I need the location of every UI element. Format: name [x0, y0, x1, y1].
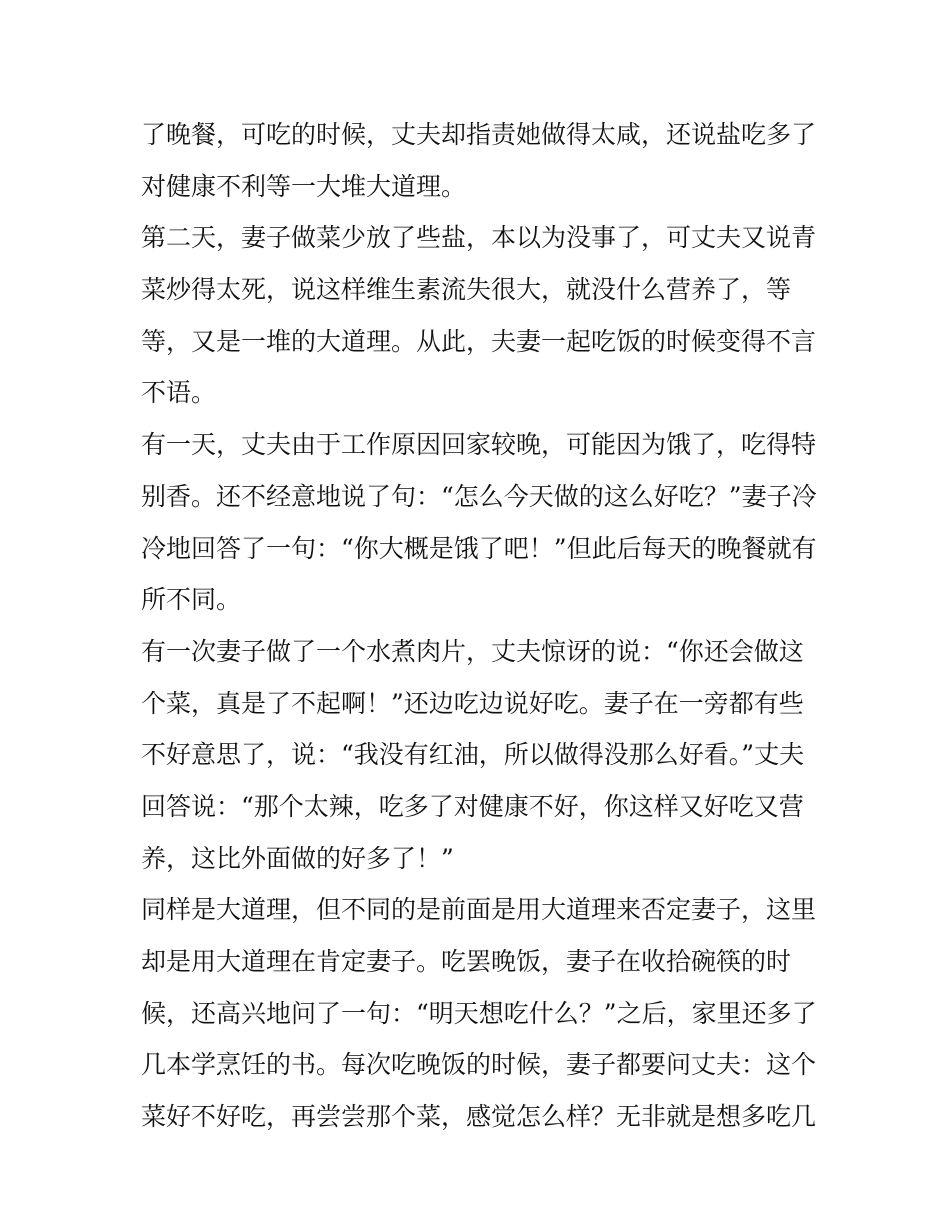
text-line: 等，又是一堆的大道理。从此，夫妻一起吃饭的时候变得不言: [141, 326, 817, 356]
text-line: 养，这比外面做的好多了！”: [141, 843, 454, 873]
text-line: 有一天，丈夫由于工作原因回家较晚，可能因为饿了，吃得特: [141, 430, 817, 460]
text-line: 有一次妻子做了一个水煮肉片，丈夫惊讶的说：“你还会做这: [141, 636, 804, 666]
text-line: 候，还高兴地问了一句：“明天想吃什么？”之后，家里还多了: [141, 998, 817, 1028]
text-line: 菜炒得太死，说这样维生素流失很大，就没什么营养了，等: [141, 275, 792, 305]
text-line: 菜好不好吃，再尝尝那个菜，感觉怎么样？无非就是想多吃几: [141, 1102, 817, 1132]
text-line: 几本学烹饪的书。每次吃晚饭的时候，妻子都要问丈夫：这个: [141, 1050, 817, 1080]
text-line: 第二天，妻子做菜少放了些盐，本以为没事了，可丈夫又说青: [141, 223, 817, 253]
text-line: 所不同。: [141, 585, 242, 615]
text-line: 对健康不利等一大堆大道理。: [141, 171, 467, 201]
document-body: [141, 109, 821, 1143]
text-line: 却是用大道理在肯定妻子。吃罢晚饭，妻子在收拾碗筷的时: [141, 947, 792, 976]
text-line: 不语。: [141, 378, 217, 408]
text-line: 冷地回答了一句：“你大概是饿了吧！”但此后每天的晚餐就有: [141, 533, 817, 563]
text-line: 回答说：“那个太辣，吃多了对健康不好，你这样又好吃又营: [141, 791, 804, 821]
text-line: 同样是大道理，但不同的是前面是用大道理来否定妻子，这里: [141, 895, 817, 925]
text-line: 不好意思了，说：“我没有红油，所以做得没那么好看。”丈夫: [141, 740, 805, 770]
text-line: 个菜，真是了不起啊！”还边吃边说好吃。妻子在一旁都有些: [141, 688, 804, 718]
text-line: 别香。还不经意地说了句：“怎么今天做的这么好吃？”妻子冷: [141, 481, 817, 511]
text-line: 了晚餐，可吃的时候，丈夫却指责她做得太咸，还说盐吃多了: [141, 120, 817, 149]
